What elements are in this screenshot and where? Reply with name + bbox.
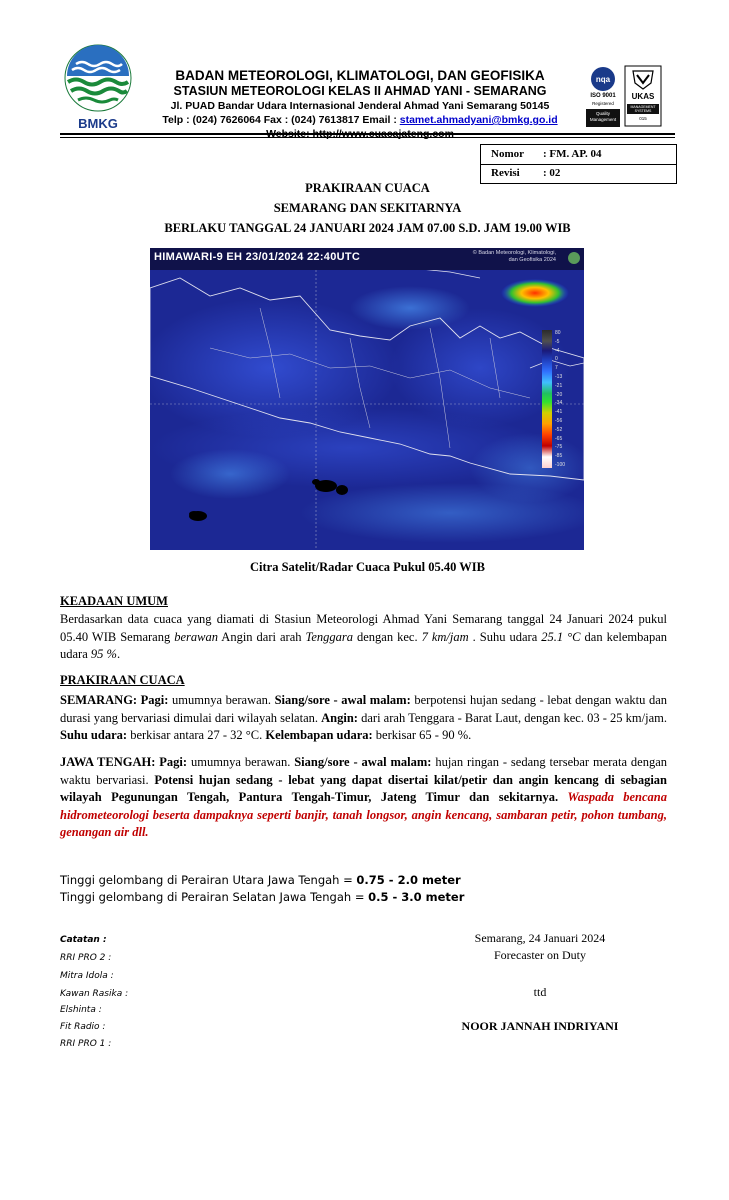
scale-tick-label: -5 (555, 338, 560, 345)
org-name: BADAN METEOROLOGI, KLIMATOLOGI, DAN GEOFISIKA (175, 68, 545, 83)
scale-tick-label: -75 (555, 444, 563, 451)
warning-text: Waspada bencana hidrometeorologi beserta dampaknya seperti banjir, tanah longsor, angin kencang, sambaran petir, pohon tumbang, genangan air dll. (60, 790, 668, 840)
wave-south: Tinggi gelombang di Perairan Selatan Jawa Tengah = 0.5 - 3.0 meter (60, 890, 465, 904)
website[interactable]: Website: http://www.cuacajateng.com (266, 128, 454, 140)
address: Jl. PUAD Bandar Udara Internasional Jenderal Ahmad Yani Semarang 50145 (170, 100, 550, 112)
header-text (150, 68, 570, 141)
prakiraan-heading: PRAKIRAAN CUACA (60, 673, 185, 687)
satellite-label: HIMAWARI-9 EH 23/01/2024 22:40UTC (154, 251, 361, 263)
iso-badge (586, 65, 620, 127)
station-name: STASIUN METEOROLOGI KELAS II AHMAD YANI - SEMARANG (173, 84, 547, 98)
validity-period: BERLAKU TANGGAL 24 JANUARI 2024 JAM 07.00 S.D. JAM 19.00 WIB (164, 221, 571, 235)
temperature: 25.1 °C (541, 629, 581, 644)
contact-line (150, 113, 570, 127)
header-rule (60, 133, 675, 135)
catatan-item: Kawan Rasika : (60, 989, 129, 999)
svg-text:nqa: nqa (595, 75, 611, 84)
catatan-item: Mitra Idola : (60, 971, 114, 981)
contact-phone: Telp : (024) 7626064 Fax : (024) 7613817 Email : (162, 114, 400, 126)
catatan-title: Catatan : (60, 935, 107, 945)
scale-tick-label: -20 (555, 391, 563, 398)
keadaan-umum-heading: KEADAAN UMUM (60, 594, 168, 608)
signature-ttd: ttd (533, 985, 547, 999)
wave-south-value: 0.5 - 3.0 meter (368, 890, 465, 904)
header-rule-thin (60, 137, 675, 138)
semarang-forecast: SEMARANG: Pagi: umumnya berawan. Siang/sore - awal malam: berpotensi hujan sedang - lebat dengan waktu dan durasi yang bervariasi dimulai dari wilayah selatan. Angin: dari arah Tenggara - Barat Laut, dengan kec. 03 - 25 km/jam. Suhu udara: berkisar antara 27 - 32 °C. Kelembapan udara: berkisar 65 - 90 %. (60, 693, 667, 743)
temperature-scale (542, 330, 574, 468)
signature-place-date: Semarang, 24 Januari 2024 (474, 931, 606, 945)
scale-tick-label: 7 (555, 365, 558, 372)
scale-tick-label: -21 (555, 382, 563, 389)
doc-title: PRAKIRAAN CUACA (305, 181, 430, 195)
scale-tick-label: -41 (555, 409, 563, 416)
wind-direction: Tenggara (305, 629, 353, 644)
ukas-num: 015 (639, 116, 647, 121)
iso-label: ISO 9001 (590, 93, 616, 99)
satellite-small-logo (568, 252, 580, 264)
iso-sub: Registered (592, 101, 614, 106)
satellite-caption: Citra Satelit/Radar Cuaca Pukul 05.40 WIB (250, 560, 485, 574)
current-weather: berawan (174, 629, 218, 644)
satellite-image (150, 248, 584, 550)
catatan-item: Elshinta : (60, 1005, 102, 1015)
catatan-item: Fit Radio : (60, 1022, 106, 1032)
satellite-credit-line1: © Badan Meteorologi, Klimatologi, (472, 250, 556, 256)
bmkg-logo (62, 42, 134, 132)
ukas-label: UKAS (631, 92, 655, 101)
ukas-sub: MANAGEMENT SYSTEMS (630, 105, 656, 113)
ukas-badge (624, 65, 662, 127)
scale-tick-label: 80 (555, 330, 561, 336)
jateng-forecast: JAWA TENGAH: Pagi: umumnya berawan. Siang/sore - awal malam: hujan ringan - sedang tersebar merata dengan waktu bervariasi. Potensi hujan sedang - lebat yang dapat disertai kilat/petir dan angin kencang di sebagian wilayah Pegunungan Tengah, Pantura Tengah-Timur, Jateng Timur dan sekitarnya. Waspada bencana hidrometeorologi beserta dampaknya seperti banjir, tanah longsor, angin kencang, sambaran petir, pohon tumbang, genangan air dll. (60, 755, 668, 840)
satellite-credit-line2: dan Geofisika 2024 (508, 257, 556, 263)
email-link[interactable]: stamet.ahmadyani@bmkg.go.id (399, 114, 558, 126)
doc-subtitle: SEMARANG DAN SEKITARNYA (273, 201, 462, 215)
keadaan-umum-text: Berdasarkan data cuaca yang diamati di Stasiun Meteorologi Ahmad Yani Semarang tanggal 24 Januari 2024 pukul 05.40 WIB Semarang berawan Angin dari arah Tenggara dengan kec. 7 km/jam . Suhu udara 25.1 °C dan kelembapan udara 95 %. (60, 612, 667, 662)
scale-tick-label: -65 (555, 435, 563, 442)
scale-tick-label: -56 (555, 418, 563, 424)
catatan-item: RRI PRO 1 : (60, 1039, 112, 1049)
temperature-scale-bar (542, 330, 552, 468)
wave-north: Tinggi gelombang di Perairan Utara Jawa Tengah = 0.75 - 2.0 meter (60, 873, 461, 887)
document-number-box (480, 144, 677, 184)
nomor-label: Nomor (491, 148, 524, 160)
scale-tick-label: -34 (555, 400, 563, 407)
logo-text: BMKG (78, 116, 118, 131)
scale-tick-label: -13 (555, 374, 563, 380)
forecaster-name: NOOR JANNAH INDRIYANI (461, 1019, 619, 1033)
revisi-value: : 02 (543, 167, 561, 179)
humidity: 95 % (90, 647, 117, 662)
scale-tick-label: -4 (555, 347, 560, 354)
nomor-value: : FM. AP. 04 (543, 148, 602, 160)
iso-sub2: Quality Management (589, 111, 617, 122)
catatan-item: RRI PRO 2 : (60, 953, 112, 963)
potensi-text: Potensi hujan sedang - lebat yang dapat disertai kilat/petir dan angin kencang di sebagian wilayah Pegunungan Tengah, Pantura Tengah-Timur, Jateng Timur dan sekitarnya. (60, 772, 667, 805)
revisi-label: Revisi (491, 167, 520, 179)
scale-tick-label: -85 (555, 453, 563, 460)
scale-tick-label: -100 (555, 462, 566, 468)
satellite-credit (446, 250, 556, 264)
wind-speed: 7 km/jam (421, 629, 469, 644)
wave-north-value: 0.75 - 2.0 meter (356, 873, 461, 887)
scale-tick-label: 0 (555, 356, 558, 363)
scale-tick-label: -52 (555, 426, 563, 433)
signature-role: Forecaster on Duty (494, 948, 586, 962)
satellite-map (150, 248, 584, 550)
